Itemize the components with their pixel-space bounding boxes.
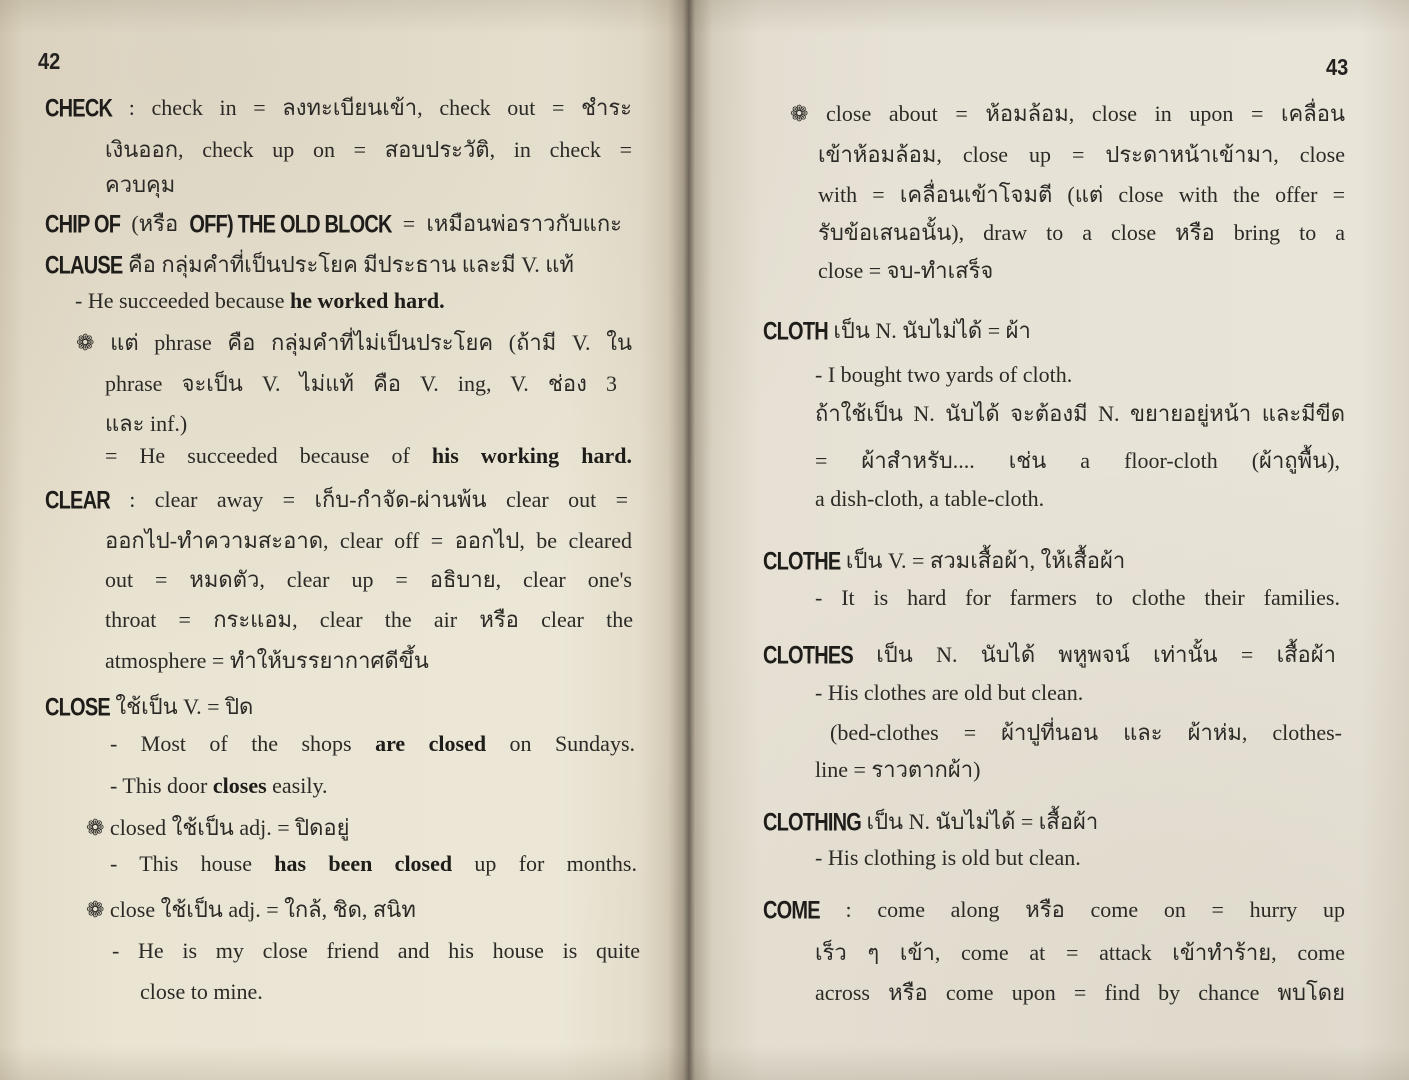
example-sentence xyxy=(815,673,1345,713)
definition-text: (หรือ xyxy=(120,211,190,236)
definition-text: = เหมือนพ่อราวกับแกะ xyxy=(391,211,622,236)
definition-text: เป็น N. นับไม่ได้ = ผ้า xyxy=(827,318,1031,343)
headword: CLOTHES xyxy=(763,642,853,670)
note-line xyxy=(815,394,1345,434)
example-text: - His clothing is old but clean. xyxy=(815,845,1081,870)
note-line xyxy=(818,135,1345,175)
note-text: (bed-clothes = ผ้าปูที่นอน และ ผ้าห่ม, clothes- xyxy=(830,720,1342,745)
definition-text: across หรือ come upon = find by chance พบโดย xyxy=(815,980,1345,1005)
example-text: up for months. xyxy=(452,851,637,876)
definition-text: atmosphere = ทำให้บรรยากาศดีขึ้น xyxy=(105,648,429,673)
note-line xyxy=(76,323,632,363)
example-text: on Sundays. xyxy=(486,731,635,756)
example-text: - This door xyxy=(110,773,213,798)
example-sentence xyxy=(105,436,632,476)
entry-chip-line xyxy=(45,204,622,244)
note-text: เข้าห้อมล้อม, close up = ประดาหน้าเข้ามา, close xyxy=(818,142,1345,167)
entry-clause-line xyxy=(45,245,632,285)
note-text: รับข้อเสนอนั้น), draw to a close หรือ bring to a xyxy=(818,220,1345,245)
example-text: - I bought two yards of cloth. xyxy=(815,362,1073,387)
left-page xyxy=(0,0,688,1080)
note-line xyxy=(830,713,1342,753)
entry-clothing-line xyxy=(763,802,1345,842)
note-text: phrase จะเป็น V. ไม่แท้ คือ V. ing, V. ช่อง 3 xyxy=(105,371,617,396)
headword: CLOTHING xyxy=(763,809,862,837)
definition-text: เป็น V. = สวมเสื้อผ้า, ให้เสื้อผ้า xyxy=(840,548,1126,573)
example-text: - His clothes are old but clean. xyxy=(815,680,1084,705)
note-line xyxy=(815,479,1345,519)
definition-text: : check in = ลงทะเบียนเข้า, check out = ชำระ xyxy=(112,95,632,120)
note-line xyxy=(818,175,1345,215)
example-text: - Most of the shops xyxy=(110,731,376,756)
entry-clear-line xyxy=(45,480,628,520)
note-line xyxy=(815,441,1340,481)
headword: CHECK xyxy=(45,95,113,123)
right-page xyxy=(690,0,1409,1080)
page-number: 43 xyxy=(1326,55,1349,81)
entry-come-line xyxy=(763,890,1345,930)
example-text: - It is hard for farmers to clothe their families. xyxy=(815,585,1340,610)
example-text: = He succeeded because of xyxy=(105,443,432,468)
definition-text: throat = กระแอม, clear the air หรือ clear the xyxy=(105,607,633,632)
example-text: - He is my close friend and his house is quite xyxy=(112,938,640,963)
definition-text: : clear away = เก็บ-กำจัด-ผ่านพ้น clear out = xyxy=(109,487,628,512)
headword: CLAUSE xyxy=(45,252,123,280)
note-text: ถ้าใช้เป็น N. นับได้ จะต้องมี N. ขยายอยู่หน้า และมีขีด xyxy=(815,401,1345,426)
entry-check-line xyxy=(45,88,632,128)
entry-clothes-line xyxy=(763,635,1336,675)
definition-text: เร็ว ๆ เข้า, come at = attack เข้าทำร้าย, come xyxy=(815,940,1345,965)
example-sentence xyxy=(815,578,1340,618)
example-sentence xyxy=(140,972,632,1012)
note-text: a dish-cloth, a table-cloth. xyxy=(815,486,1045,511)
example-sentence xyxy=(75,281,632,321)
example-text: close to mine. xyxy=(140,979,263,1004)
note-text: และ inf.) xyxy=(105,411,188,436)
headword: OFF) THE OLD BLOCK xyxy=(189,211,392,239)
definition-text: คือ กลุ่มคำที่เป็นประโยค มีประธาน และมี V. แท้ xyxy=(122,252,574,277)
note-line xyxy=(818,251,1345,291)
example-emphasis: he worked hard. xyxy=(289,288,445,313)
entry-clear-line xyxy=(105,600,633,640)
note-text: with = เคลื่อนเข้าโจมตี (แต่ close with the offer = xyxy=(818,182,1345,207)
definition-text: เป็น N. นับไม่ได้ = เสื้อผ้า xyxy=(861,809,1099,834)
note-line xyxy=(818,213,1345,253)
example-text: easily. xyxy=(266,773,328,798)
headword: CHIP OF xyxy=(45,211,121,239)
example-sentence xyxy=(110,766,635,806)
entry-check-line xyxy=(105,165,632,205)
note-text: ❁ close about = ห้อมล้อม, close in upon = เคลื่อน xyxy=(790,101,1345,126)
definition-text: ควบคุม xyxy=(105,172,176,197)
note-line xyxy=(815,750,1345,790)
headword: CLEAR xyxy=(45,487,110,515)
example-sentence xyxy=(110,844,637,884)
example-emphasis: are closed xyxy=(375,731,487,756)
definition-text: ใช้เป็น V. = ปิด xyxy=(109,694,254,719)
definition-text: ออกไป-ทำความสะอาด, clear off = ออกไป, be cleared xyxy=(105,528,632,553)
note-text: = ผ้าสำหรับ.... เช่น a floor-cloth (ผ้าถูพื้น), xyxy=(815,448,1340,473)
entry-clothe-line xyxy=(763,541,1345,581)
note-text: ❁ close ใช้เป็น adj. = ใกล้, ชิด, สนิท xyxy=(86,897,416,922)
example-sentence xyxy=(112,931,640,971)
example-text: - He succeeded because xyxy=(75,288,290,313)
definition-text: out = หมดตัว, clear up = อธิบาย, clear one's xyxy=(105,567,632,592)
note-line xyxy=(86,808,632,848)
note-line xyxy=(790,94,1345,134)
page-number: 42 xyxy=(38,49,61,75)
entry-come-line xyxy=(815,973,1345,1013)
example-emphasis: his working hard. xyxy=(431,443,632,468)
headword: CLOTH xyxy=(763,318,828,346)
entry-close-line xyxy=(45,687,632,727)
note-line xyxy=(105,364,617,404)
example-emphasis: has been closed xyxy=(274,851,453,876)
headword: CLOTHE xyxy=(763,548,841,576)
note-line xyxy=(86,890,632,930)
definition-text: เป็น N. นับได้ พหูพจน์ เท่านั้น = เสื้อผ้า xyxy=(852,642,1336,667)
headword: CLOSE xyxy=(45,694,110,722)
note-text: close = จบ-ทำเสร็จ xyxy=(818,258,994,283)
entry-cloth-line xyxy=(763,311,1345,351)
note-text: ❁ closed ใช้เป็น adj. = ปิดอยู่ xyxy=(86,815,350,840)
entry-clear-line xyxy=(105,560,632,600)
note-text: ❁ แต่ phrase คือ กลุ่มคำที่ไม่เป็นประโยค (ถ้ามี V. ใน xyxy=(76,330,632,355)
entry-clear-line xyxy=(105,641,632,681)
note-text: line = ราวตากผ้า) xyxy=(815,757,981,782)
definition-text: : come along หรือ come on = hurry up xyxy=(819,897,1345,922)
example-emphasis: closes xyxy=(212,773,267,798)
entry-check-line xyxy=(105,130,632,170)
entry-clear-line xyxy=(105,521,632,561)
example-sentence xyxy=(815,355,1345,395)
entry-come-line xyxy=(815,933,1345,973)
definition-text: เงินออก, check up on = สอบประวัติ, in check = xyxy=(105,137,632,162)
example-text: - This house xyxy=(110,851,275,876)
example-sentence xyxy=(815,838,1345,878)
headword: COME xyxy=(763,897,820,925)
example-sentence xyxy=(110,724,635,764)
